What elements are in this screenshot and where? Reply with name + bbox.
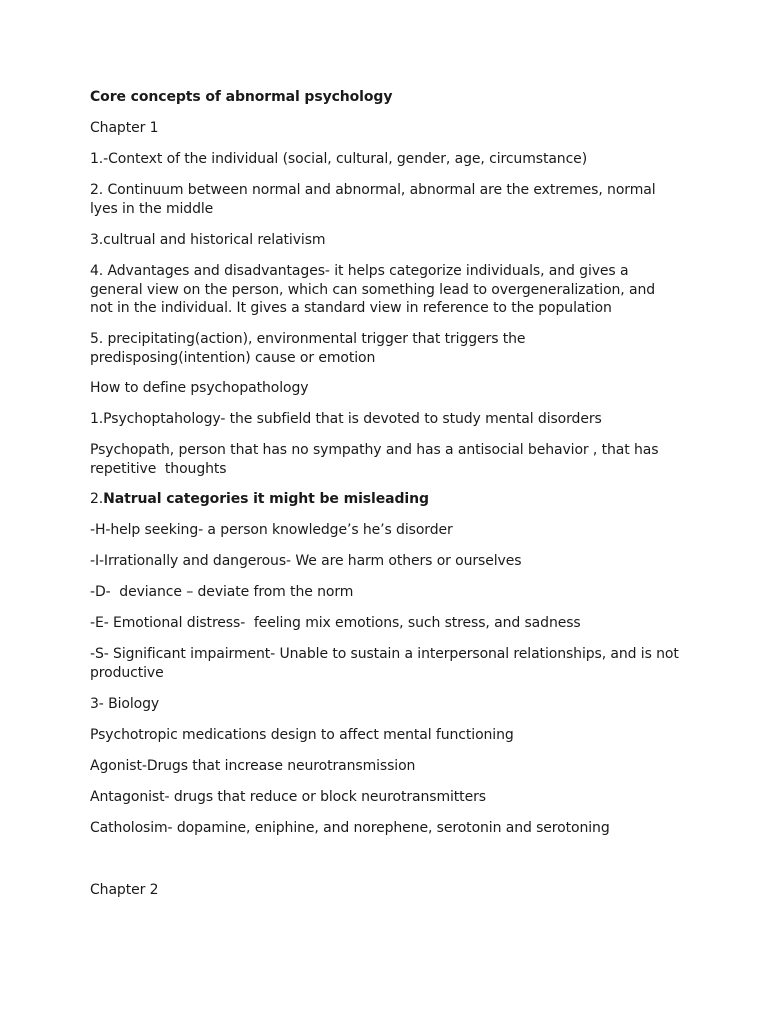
paragraph-antagonist: Antagonist- drugs that reduce or block neurotransmitters: [90, 789, 486, 805]
natural-categories-prefix: 2.: [90, 491, 104, 507]
paragraph-biology: 3- Biology: [90, 696, 160, 712]
list-item-irrationally: -I-Irrationally and dangerous- We are harm others or ourselves: [90, 553, 522, 569]
paragraph-psychotropic: Psychotropic medications design to affect mental functioning: [90, 727, 514, 743]
list-item-emotional-distress: -E- Emotional distress- feeling mix emotions, such stress, and sadness: [90, 615, 581, 631]
chapter-1-heading: Chapter 1: [90, 120, 159, 136]
paragraph-relativism: 3.cultrual and historical relativism: [90, 232, 326, 248]
document-title: Core concepts of abnormal psychology: [90, 89, 393, 105]
paragraph-natural-categories: [90, 490, 680, 509]
paragraph-catholosim: Catholosim- dopamine, eniphine, and norephene, serotonin and serotoning: [90, 820, 610, 836]
chapter-2-heading: Chapter 2: [90, 882, 159, 898]
natural-categories-bold: Natrual categories it might be misleading: [103, 491, 429, 507]
paragraph-context: 1.-Context of the individual (social, cultural, gender, age, circumstance): [90, 151, 588, 167]
list-item-deviance: -D- deviance – deviate from the norm: [90, 584, 354, 600]
paragraph-precipitating: 5. precipitating(action), environmental trigger that triggers the predisposing(intention) cause or emotion: [90, 331, 530, 366]
paragraph-continuum: 2. Continuum between normal and abnormal, abnormal are the extremes, normal lyes in the middle: [90, 182, 660, 217]
paragraph-advantages: 4. Advantages and disadvantages- it helps categorize individuals, and gives a general view on the person, which can something lead to overgeneralization, and not in the individual. It gives a standard view in reference to the population: [90, 263, 660, 316]
list-item-significant-impairment: -S- Significant impairment- Unable to sustain a interpersonal relationships, and is not productive: [90, 646, 684, 681]
section-define-psychopathology: How to define psychopathology: [90, 380, 309, 396]
paragraph-agonist: Agonist-Drugs that increase neurotransmission: [90, 758, 416, 774]
paragraph-psychopath: Psychopath, person that has no sympathy and has a antisocial behavior , that has repetitive thoughts: [90, 442, 663, 477]
list-item-help-seeking: -H-help seeking- a person knowledge’s he’s disorder: [90, 522, 453, 538]
paragraph-psychopathology: 1.Psychoptahology- the subfield that is devoted to study mental disorders: [90, 411, 602, 427]
